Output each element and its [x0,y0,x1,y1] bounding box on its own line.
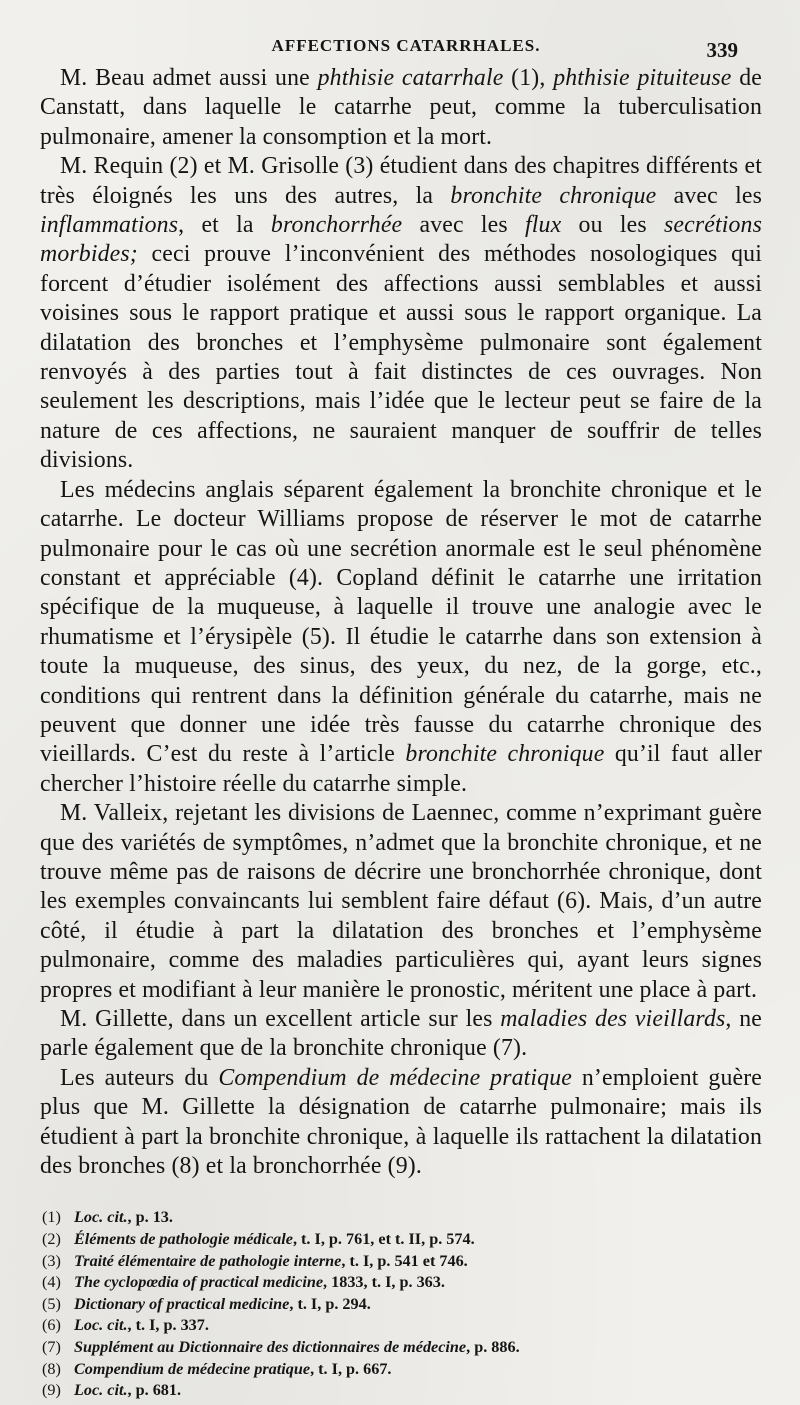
text-run: Les auteurs du [60,1064,219,1091]
paragraph [40,476,762,799]
footnote-number: (9) [42,1381,61,1400]
text-run: ceci prouve l’inconvénient des méthodes nosologiques qui forcent d’étudier isolément des affections aussi semblables et aussi voisines sous le rapport pratique et aussi sous le rapport organique. La dilatation des bronches et l’emphysème pulmonaire sont également renvoyés à des parties tout à fait distinctes de ces ouvrages. Non seulement les descriptions, mais l’idée que le lecteur peut se faire de la nature de ces affections, ne sauraient manquer de souffrir de telles divisions. [40,241,762,474]
footnote [42,1359,762,1381]
running-title: AFFECTIONS CATARRHALES. [271,36,541,55]
text-run: (1), [503,65,554,91]
footnote-locator: , p. 13. [127,1208,173,1227]
footnote-work-title: Éléments de pathologie médicale [74,1230,293,1249]
footnote [42,1294,762,1316]
footnote-work-title: Loc. cit. [74,1208,128,1227]
italic-run: Compendium de médecine pratique [218,1064,572,1091]
italic-run: bronchite chronique [450,182,657,209]
text-run: , et la [178,212,271,239]
paragraph [40,1005,762,1064]
paragraph [40,152,762,475]
footnote-number: (6) [42,1316,61,1335]
text-run: ou les [561,212,664,239]
footnote-number: (3) [42,1251,61,1270]
text-run: , ne parle également que de la bronchite chronique (7). [40,1006,762,1062]
footnote-locator: , p. 886. [466,1338,520,1356]
footnote-number: (2) [42,1230,61,1249]
footnote [42,1380,762,1402]
text-run: M. Beau admet aussi une [60,65,318,91]
footnote-work-title: The cyclopœdia of practical medicine [74,1273,324,1292]
footnote-work-title: Supplément au Dictionnaire des dictionnaires de médecine [74,1338,467,1356]
footnote-locator: , 1833, t. I, p. 363. [323,1273,445,1292]
footnote-number: (5) [42,1294,61,1313]
italic-run: secrétions morbides; [40,212,762,268]
text-run: de Canstatt, dans laquelle le catarrhe peut, comme la tuberculisation pulmonaire, amener la consomption et la mort. [40,65,763,150]
footnote [42,1229,762,1251]
footnote-locator: , p. 681. [127,1381,182,1400]
footnote-locator: , t. I, p. 667. [310,1359,392,1378]
footnote [42,1337,762,1359]
footnote-work-title: Compendium de médecine pratique [74,1359,311,1378]
footnote-locator: , t. I, p. 761, et t. II, p. 574. [292,1230,475,1249]
footnote-work-title: Traité élémentaire de pathologie interne [74,1251,342,1270]
footnote-number: (7) [42,1338,61,1356]
footnote-locator: , t. I, p. 337. [127,1316,209,1335]
italic-run: bronchite chronique [405,741,605,768]
footnote-number: (4) [42,1273,61,1292]
footnote-locator: , t. I, p. 541 et 746. [341,1251,468,1270]
footnote [42,1272,762,1294]
page-number: 339 [706,38,738,62]
text-run: n’emploient guère plus que M. Gillette la désignation de catarrhe pulmonaire; mais ils étudient à part la bronchite chronique, à laquelle ils rattachent la dilatation des bronches (8) et la bronchorrhée (9). [40,1064,762,1180]
footnote-number: (8) [42,1359,61,1378]
paragraph [40,1064,762,1182]
italic-run: phthisie pituiteuse [553,65,732,91]
paragraph [40,799,762,1005]
paragraph [40,64,762,152]
italic-run: bronchorrhée [270,212,403,239]
text-run: qu’il faut aller chercher l’histoire réelle du catarrhe simple. [40,741,762,797]
footnotes [40,1207,762,1401]
footnote-work-title: Dictionary of practical medicine [74,1294,290,1313]
footnote-locator: , t. I, p. 294. [289,1294,371,1313]
italic-run: phthisie catarrhale [317,65,504,91]
footnote [42,1251,762,1273]
text-run: M. Requin (2) et M. Grisolle (3) étudient dans des chapitres différents et très éloignés les uns des autres, la [40,153,762,209]
text-run: Les médecins anglais séparent également la bronchite chronique et le catarrhe. Le docteur Williams propose de réserver le mot de catarrhe pulmonaire pour le cas où une secrétion anormale est le seul phénomène constant et appréciable (4). Copland définit le catarrhe une irritation spécifique de la muqueuse, à laquelle il trouve une analogie avec le rhumatisme et l’érysipèle (5). Il étudie le catarrhe dans son extension à toute la muqueuse, des sinus, des yeux, du nez, de la gorge, etc., conditions qui rentrent dans la définition générale du catarrhe, mais ne peuvent que donner une idée très fausse du catarrhe chronique des vieillards. C’est du reste à l’article [40,476,762,768]
text-run: M. Gillette, dans un excellent article sur les [60,1006,501,1032]
footnote-work-title: Loc. cit. [74,1381,128,1400]
italic-run: flux [525,212,562,239]
footnote-work-title: Loc. cit. [74,1316,128,1335]
body-text [40,64,762,1181]
footnote [42,1315,762,1337]
text-run: M. Valleix, rejetant les divisions de Laennec, comme n’exprimant guère que des variétés de symptômes, n’admet que la bronchite chronique, et ne trouve même pas de raisons de décrire une bronchorrhée chronique, dont les exemples convaincants lui semblent faire défaut (6). Mais, d’un autre côté, il étudie à part la dilatation des bronches et l’emphysème pulmonaire, comme des maladies particulières qui, ayant leurs signes propres et modifiant à leur manière le pronostic, méritent une place à part. [40,800,762,1003]
page-header [40,30,762,64]
footnote [42,1207,762,1229]
text-run: avec les [402,212,526,239]
italic-run: maladies des vieillards [500,1006,726,1032]
text-run: avec les [656,182,762,209]
italic-run: inflammations [40,212,179,239]
footnote-number: (1) [42,1208,61,1227]
